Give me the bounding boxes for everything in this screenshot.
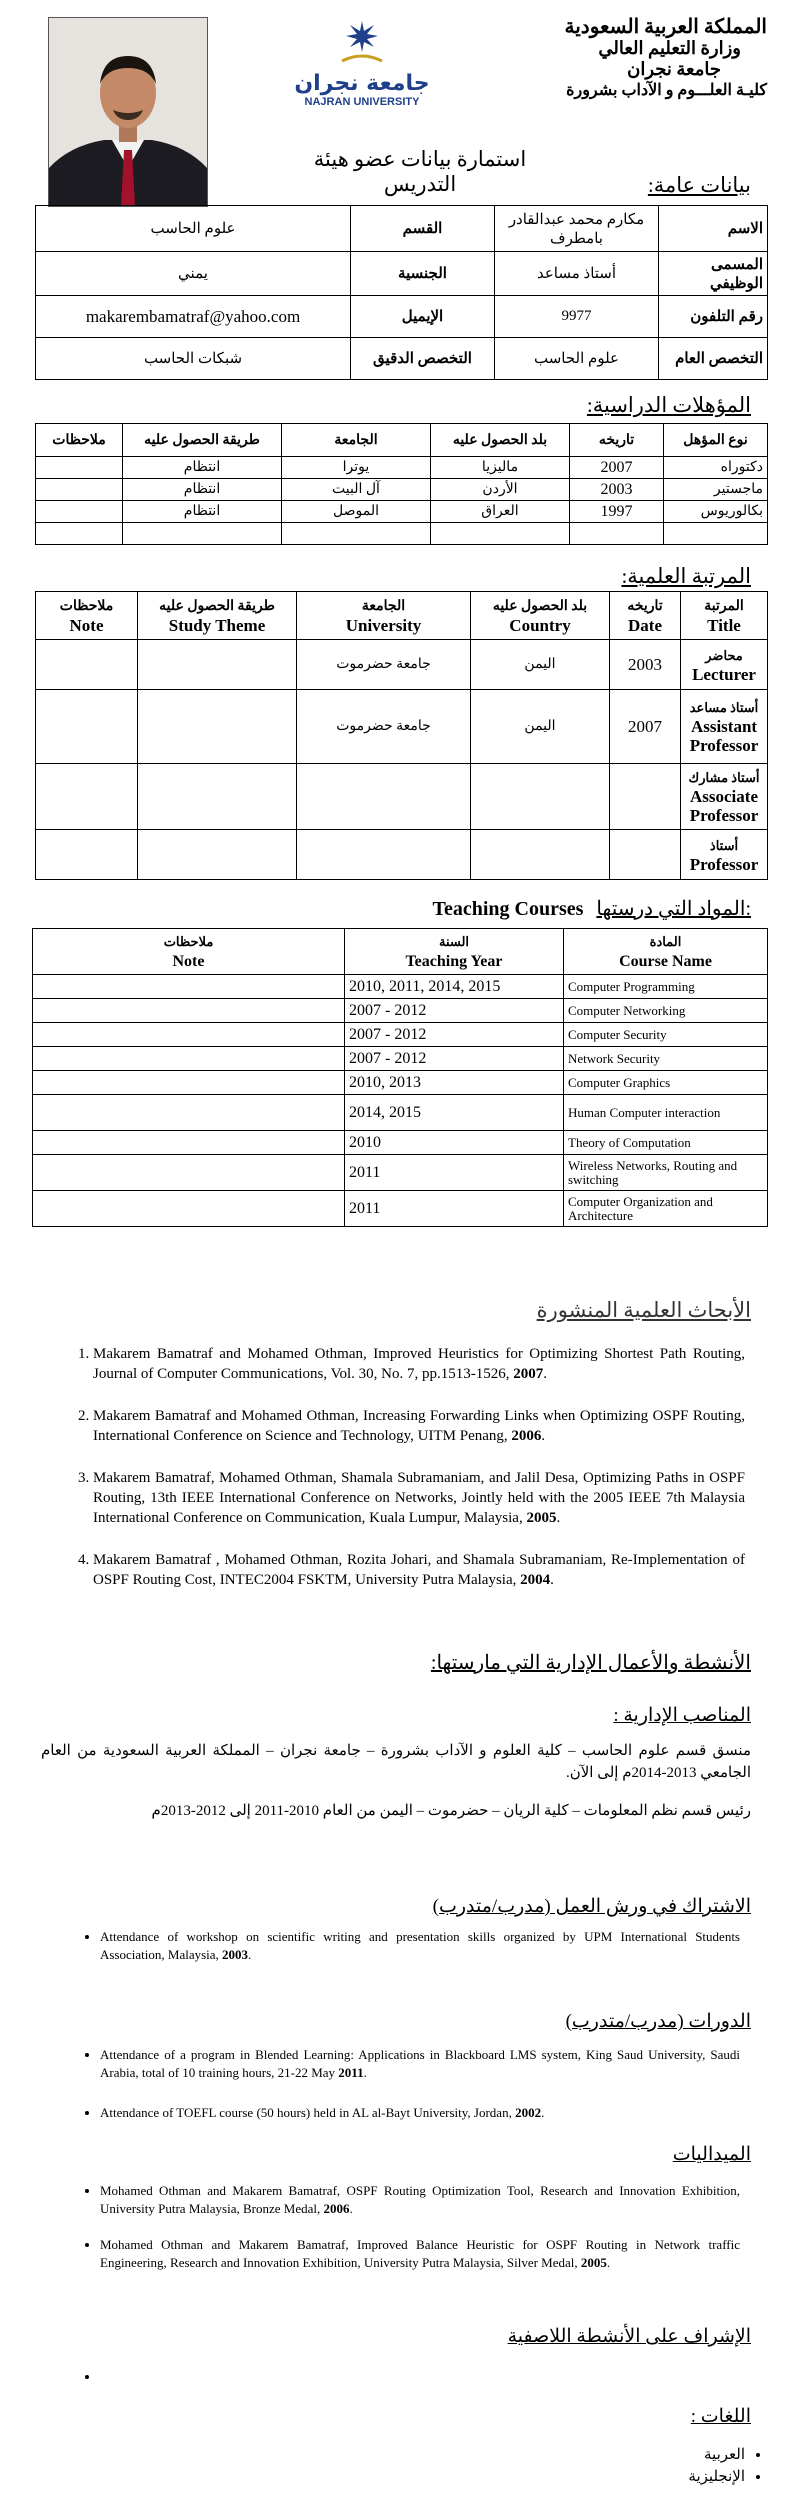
- pub-end: .: [550, 1572, 554, 1588]
- value-email[interactable]: makarembamatraf@yahoo.com: [36, 296, 351, 338]
- list-item: [100, 2182, 740, 2218]
- qual-header-notes: ملاحظات: [36, 424, 123, 457]
- qual-cell: الموصل: [282, 501, 431, 523]
- courses-heading-en: Teaching Courses: [432, 898, 584, 920]
- list-item: [93, 1550, 745, 1590]
- course-year: 2011: [345, 1155, 564, 1191]
- course-name: Computer Programming: [564, 975, 768, 999]
- label-name: الاسم: [659, 206, 768, 252]
- logo-english-text: NAJRAN UNIVERSITY: [304, 96, 420, 108]
- rank-header-title-en: Title: [707, 615, 741, 635]
- qual-cell: ماجستير: [664, 479, 768, 501]
- course-year: 2007 - 2012: [345, 1047, 564, 1071]
- list-item: [93, 1344, 745, 1384]
- pub-text: Makarem Bamatraf and Mohamed Othman, Increasing Forwarding Links when Optimizing OSPF Routing, International Conference on Science and Technology, UITM Penang,: [93, 1408, 745, 1444]
- qual-cell: [36, 457, 123, 479]
- general-info-table: [35, 205, 768, 380]
- course-header-name-en: Course Name: [619, 952, 712, 970]
- general-heading: بيانات عامة:: [647, 173, 751, 197]
- qual-cell: الأردن: [431, 479, 570, 501]
- qual-cell: العراق: [431, 501, 570, 523]
- course-header-year-ar: السنة: [438, 933, 470, 949]
- rank-header-country-ar: بلد الحصول عليه: [492, 598, 588, 614]
- pub-year: 2007: [513, 1366, 544, 1382]
- label-job-title: المسمى الوظيفي: [659, 252, 768, 296]
- rank-country: اليمن: [471, 640, 610, 690]
- rank-university: [297, 830, 471, 880]
- list-item: [93, 1406, 745, 1446]
- pub-year: 2004: [520, 1572, 551, 1588]
- rank-header-method-ar: طريقة الحصول عليه: [159, 598, 275, 614]
- workshop-end: .: [248, 1947, 252, 1962]
- trainings-heading: الدورات (مدرب/متدرب): [565, 2011, 751, 2032]
- medal-end: .: [349, 2201, 353, 2216]
- training-text: Attendance of TOEFL course (50 hours) held in AL al-Bayt University, Jordan,: [100, 2105, 516, 2120]
- medal-year: 2005: [580, 2255, 607, 2270]
- rank-date: 2007: [610, 690, 681, 764]
- training-end: .: [541, 2105, 545, 2120]
- rank-ar: أستاذ: [709, 837, 739, 853]
- course-year: 2010, 2013: [345, 1071, 564, 1095]
- course-year: 2010, 2011, 2014, 2015: [345, 975, 564, 999]
- rank-header-notes-ar: ملاحظات: [59, 598, 114, 614]
- label-email: الإيميل: [351, 296, 495, 338]
- workshop-year: 2003: [222, 1947, 249, 1962]
- label-department: القسم: [351, 206, 495, 252]
- course-name: Wireless Networks, Routing and switching: [564, 1155, 768, 1191]
- pub-text: Makarem Bamatraf and Mohamed Othman, Improved Heuristics for Optimizing Shortest Path Routing, Journal of Computer Communications, Vol. 30, No. 7, pp.1513-1526,: [93, 1346, 745, 1382]
- table-row: [33, 1071, 768, 1095]
- course-name: Computer Security: [564, 1023, 768, 1047]
- qual-cell: دكتوراه: [664, 457, 768, 479]
- list-item: [93, 1468, 745, 1528]
- rank-country: [471, 830, 610, 880]
- table-row: [36, 640, 768, 690]
- university-logo: [292, 17, 432, 117]
- courses-heading-ar: المواد التي درستها:: [596, 898, 751, 920]
- rank-ar: أستاذ مشارك: [688, 770, 760, 785]
- language-item: • العربية: [640, 2444, 745, 2466]
- qual-cell: آل البيت: [282, 479, 431, 501]
- person-photo-icon: [49, 18, 207, 206]
- table-row: [36, 501, 768, 523]
- workshops-heading: الاشتراك في ورش العمل (مدرب/متدرب): [432, 1896, 751, 1917]
- activities-heading: الأنشطة والأعمال الإدارية التي مارستها:: [430, 1652, 751, 1674]
- header-line-2: وزارة التعليم العالي: [598, 38, 741, 58]
- course-header-year-en: Teaching Year: [405, 952, 503, 970]
- course-name: Computer Organization and Architecture: [564, 1191, 768, 1227]
- languages-list: [640, 2444, 765, 2488]
- rank-date: [610, 830, 681, 880]
- label-phone: رقم التلفون: [659, 296, 768, 338]
- rank-en: Professor: [689, 854, 759, 874]
- qual-header-method: طريقة الحصول عليه: [123, 424, 282, 457]
- training-year: 2011: [338, 2065, 364, 2080]
- qual-header-type: نوع المؤهل: [664, 424, 768, 457]
- header-line-1: المملكة العربية السعودية: [564, 16, 767, 38]
- list-item: [100, 2104, 740, 2122]
- value-nationality: يمني: [36, 252, 351, 296]
- qual-cell: انتظام: [123, 501, 282, 523]
- table-row: [33, 1155, 768, 1191]
- rank-date: 2003: [610, 640, 681, 690]
- qual-header-date: تاريخه: [570, 424, 664, 457]
- trainings-list: [100, 2046, 740, 2122]
- rank-header-date-en: Date: [628, 615, 662, 635]
- table-row: [33, 1191, 768, 1227]
- table-row: [33, 1047, 768, 1071]
- training-year: 2002: [515, 2105, 542, 2120]
- value-precise-specialty: شبكات الحاسب: [36, 338, 351, 380]
- rank-header-notes-en: Note: [69, 615, 104, 635]
- course-name: Network Security: [564, 1047, 768, 1071]
- header-line-4: كليـة العلـــوم و الآداب بشرورة: [566, 82, 767, 99]
- training-end: .: [363, 2065, 367, 2080]
- header-line-3: جامعة نجران: [627, 59, 721, 79]
- qual-cell: [36, 479, 123, 501]
- rank-en: Assistant Professor: [689, 717, 759, 755]
- medal-year: 2006: [323, 2201, 350, 2216]
- table-row: [33, 1095, 768, 1131]
- course-name: Computer Graphics: [564, 1071, 768, 1095]
- rank-en: Associate Professor: [689, 787, 759, 825]
- courses-heading: [432, 896, 751, 921]
- qualifications-heading: المؤهلات الدراسية:: [586, 393, 751, 417]
- pub-text: Makarem Bamatraf , Mohamed Othman, Rozita Johari, and Shamala Subramaniam, Re-Implementation of OSPF Routing Cost, INTEC2004 FSKTM, University Putra Malaysia,: [93, 1552, 745, 1588]
- table-row: [36, 457, 768, 479]
- qual-cell: 2007: [570, 457, 664, 479]
- table-row: [36, 479, 768, 501]
- pub-year: 2006: [511, 1428, 542, 1444]
- rank-header-univ-ar: الجامعة: [361, 598, 406, 614]
- table-row: [33, 975, 768, 999]
- rank-ar: محاضر: [705, 647, 743, 663]
- medals-heading: الميداليات: [672, 2144, 751, 2165]
- table-row: [36, 523, 768, 545]
- form-title: استمارة بيانات عضو هيئة التدريس: [313, 147, 527, 196]
- training-text: Attendance of a program in Blended Learning: Applications in Blackboard LMS system, King Saud University, Saudi Arabia, total of 10 training hours, 21-22 May: [100, 2047, 740, 2080]
- palm-star-logo-icon: [332, 17, 392, 67]
- qual-header-university: الجامعة: [282, 424, 431, 457]
- workshop-text: Attendance of workshop on scientific writing and presentation skills organized by UPM International Students Association, Malaysia,: [100, 1929, 740, 1962]
- qual-cell: انتظام: [123, 457, 282, 479]
- course-year: 2007 - 2012: [345, 999, 564, 1023]
- course-header-name-ar: المادة: [649, 933, 682, 949]
- pub-end: .: [543, 1366, 548, 1382]
- course-year: 2007 - 2012: [345, 1023, 564, 1047]
- course-year: 2010: [345, 1131, 564, 1155]
- table-row: [33, 1023, 768, 1047]
- list-item: [100, 2236, 740, 2272]
- table-row: [36, 764, 768, 830]
- table-row: [36, 690, 768, 764]
- list-item: [100, 2368, 740, 2386]
- label-general-specialty: التخصص العام: [659, 338, 768, 380]
- qual-cell: انتظام: [123, 479, 282, 501]
- rank-header-univ-en: University: [345, 615, 422, 635]
- pub-year: 2005: [526, 1510, 557, 1526]
- qual-header-country: بلد الحصول عليه: [431, 424, 570, 457]
- rank-header-title-ar: المرتبة: [704, 598, 744, 614]
- rank-header-date-ar: تاريخه: [627, 598, 663, 614]
- list-item: [100, 2046, 740, 2082]
- table-row: [33, 999, 768, 1023]
- course-year: 2011: [345, 1191, 564, 1227]
- admin-position-2: رئيس قسم نظم المعلومات – كلية الريان – حضرموت – اليمن من العام 2010-2011 إلى 2012-2013م: [151, 1803, 751, 1819]
- qualifications-table: [35, 423, 768, 545]
- value-name: مكارم محمد عبدالقادر بامطرف: [495, 206, 659, 252]
- table-row: [33, 1131, 768, 1155]
- qual-cell: يوترا: [282, 457, 431, 479]
- rank-ar: أستاذ مساعد: [689, 700, 759, 715]
- research-heading: الأبحاث العلمية المنشورة: [536, 1298, 751, 1322]
- medals-list: [100, 2182, 740, 2272]
- research-list: [93, 1344, 745, 1590]
- rank-header-method-en: Study Theme: [168, 615, 266, 635]
- course-header-note-en: Note: [172, 952, 205, 970]
- rank-en: Lecturer: [692, 664, 756, 684]
- list-item: [100, 1928, 740, 1964]
- course-name: Human Computer interaction: [564, 1095, 768, 1131]
- qual-cell: [36, 501, 123, 523]
- admin-position-1: منسق قسم علوم الحاسب – كلية العلوم و الآداب بشرورة – جامعة نجران – المملكة العربية السعودية من العام الجامعي 2013-2014م إلى الآن.: [41, 1743, 751, 1781]
- rank-country: اليمن: [471, 690, 610, 764]
- profile-photo: [48, 17, 208, 207]
- ranks-heading: المرتبة العلمية:: [621, 564, 751, 588]
- header-block: [507, 17, 767, 101]
- pub-end: .: [541, 1428, 546, 1444]
- rank-date: [610, 764, 681, 830]
- course-name: Computer Networking: [564, 999, 768, 1023]
- table-row: [36, 830, 768, 880]
- qual-cell: بكالوريوس: [664, 501, 768, 523]
- languages-heading: اللغات :: [690, 2406, 751, 2427]
- qual-cell: ماليزيا: [431, 457, 570, 479]
- course-year: 2014, 2015: [345, 1095, 564, 1131]
- rank-header-country-en: Country: [509, 615, 571, 635]
- course-header-note-ar: ملاحظات: [163, 933, 214, 949]
- qual-cell: 2003: [570, 479, 664, 501]
- medal-text: Mohamed Othman and Makarem Bamatraf, OSPF Routing Optimization Tool, Research and Innovation Exhibition, University Putra Malaysia, Bronze Medal,: [100, 2183, 740, 2216]
- extracurricular-list: [100, 2368, 740, 2386]
- medal-end: .: [606, 2255, 611, 2270]
- workshops-list: [100, 1928, 740, 1964]
- qual-cell: 1997: [570, 501, 664, 523]
- label-precise-specialty: التخصص الدقيق: [351, 338, 495, 380]
- admin-positions-heading: المناصب الإدارية :: [613, 1705, 751, 1726]
- rank-university: [297, 764, 471, 830]
- value-phone: 9977: [495, 296, 659, 338]
- value-general-specialty: علوم الحاسب: [495, 338, 659, 380]
- value-job-title: أستاذ مساعد: [495, 252, 659, 296]
- language-item: • الإنجليزية: [640, 2466, 745, 2488]
- courses-table: [32, 928, 768, 1227]
- pub-text: Makarem Bamatraf, Mohamed Othman, Shamala Subramaniam, and Jalil Desa, Optimizing Paths in OSPF Routing, 13th IEEE International Conference on Networks, Jointly held with the 2005 IEEE 7th Malaysia International Conference on Communication, Kuala Lumpur, Malaysia,: [93, 1470, 745, 1526]
- course-name: Theory of Computation: [564, 1131, 768, 1155]
- extracurricular-heading: الإشراف على الأنشطة اللاصفية: [507, 2326, 751, 2347]
- rank-country: [471, 764, 610, 830]
- rank-university: جامعة حضرموت: [297, 640, 471, 690]
- logo-arabic-text: جامعة نجران: [294, 71, 430, 96]
- medal-text: Mohamed Othman and Makarem Bamatraf, Improved Balance Heuristic for OSPF Routing in Network traffic Engineering, Research and Innovation Exhibition, University Putra Malaysia, Silver Medal,: [100, 2237, 740, 2270]
- ranks-table: [35, 591, 768, 880]
- rank-university: جامعة حضرموت: [297, 690, 471, 764]
- label-nationality: الجنسية: [351, 252, 495, 296]
- value-department: علوم الحاسب: [36, 206, 351, 252]
- pub-end: .: [556, 1510, 561, 1526]
